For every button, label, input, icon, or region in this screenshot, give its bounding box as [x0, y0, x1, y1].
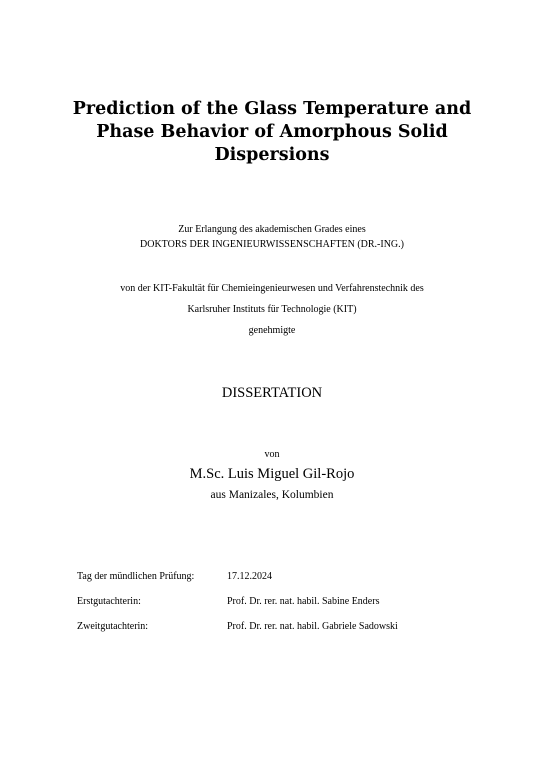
first-reviewer-label: Erstgutachterin:	[77, 596, 141, 607]
thesis-title	[40, 98, 504, 167]
author-origin: aus Manizales, Kolumbien	[210, 489, 334, 501]
second-reviewer-label: Zweitgutachterin:	[77, 621, 149, 632]
exam-date-label: Tag der mündlichen Prüfung:	[77, 571, 195, 582]
thesis-title-line-2: Phase Behavior of Amorphous Solid	[96, 122, 448, 142]
degree-line-2: DOKTORS DER INGENIEURWISSENSCHAFTEN (DR.-ING.)	[140, 239, 404, 250]
first-reviewer-value: Prof. Dr. rer. nat. habil. Sabine Enders	[227, 596, 380, 607]
faculty-line-2: Karlsruher Instituts für Technologie (KIT)	[187, 304, 357, 315]
von-label: von	[264, 449, 280, 460]
author-name: M.Sc. Luis Miguel Gil-Rojo	[189, 466, 355, 482]
degree-line-1: Zur Erlangung des akademischen Grades eines	[178, 224, 366, 235]
faculty-line-3: genehmigte	[248, 325, 296, 336]
document-type: DISSERTATION	[221, 385, 323, 401]
thesis-title-line-3: Dispersions	[214, 145, 330, 165]
faculty-line-1: von der KIT-Fakultät für Chemieingenieurwesen und Verfahrenstechnik des	[120, 283, 424, 294]
second-reviewer-value: Prof. Dr. rer. nat. habil. Gabriele Sadowski	[227, 621, 398, 632]
thesis-title-line-1: Prediction of the Glass Temperature and	[72, 99, 472, 119]
exam-date-value: 17.12.2024	[227, 571, 272, 582]
